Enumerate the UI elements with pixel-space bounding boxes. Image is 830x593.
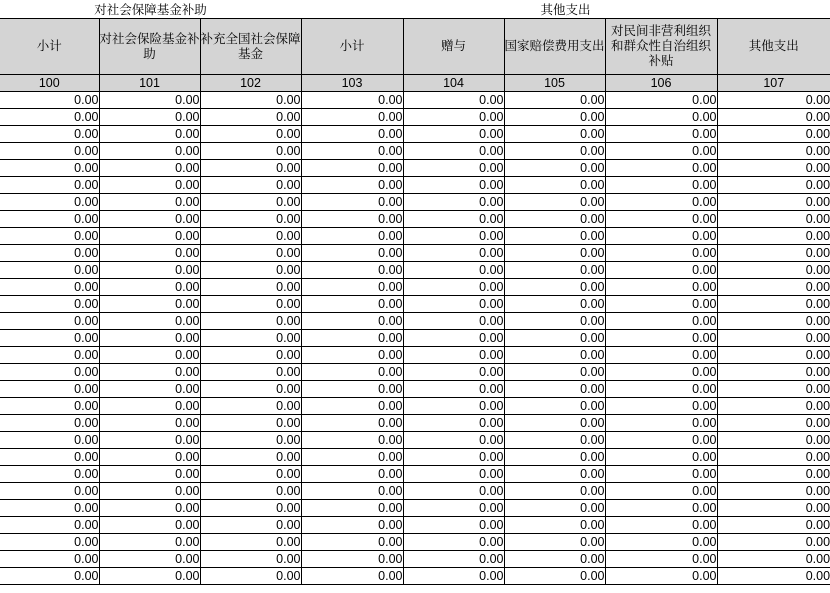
cell-r18-c7[interactable]: 0.00 xyxy=(717,398,830,415)
cell-r18-c2[interactable]: 0.00 xyxy=(200,398,301,415)
cell-r8-c1[interactable]: 0.00 xyxy=(99,228,200,245)
cell-r11-c7[interactable]: 0.00 xyxy=(717,279,830,296)
cell-r21-c6[interactable]: 0.00 xyxy=(605,449,717,466)
cell-r0-c1[interactable]: 0.00 xyxy=(99,92,200,109)
cell-r7-c0[interactable]: 0.00 xyxy=(0,211,99,228)
cell-r25-c6[interactable]: 0.00 xyxy=(605,517,717,534)
cell-r5-c4[interactable]: 0.00 xyxy=(403,177,504,194)
column-code-7: 107 xyxy=(717,75,830,92)
column-title-4: 赠与 xyxy=(403,19,504,75)
cell-r22-c5[interactable]: 0.00 xyxy=(504,466,605,483)
cell-r4-c4[interactable]: 0.00 xyxy=(403,160,504,177)
cell-r27-c0[interactable]: 0.00 xyxy=(0,551,99,568)
cell-r14-c0[interactable]: 0.00 xyxy=(0,330,99,347)
column-title-row xyxy=(0,19,830,75)
group-header-other-expenditure: 其他支出 xyxy=(301,0,830,19)
table-row xyxy=(0,347,830,364)
cell-r2-c3[interactable]: 0.00 xyxy=(301,126,403,143)
table-row xyxy=(0,432,830,449)
cell-r0-c5[interactable]: 0.00 xyxy=(504,92,605,109)
cell-r22-c4[interactable]: 0.00 xyxy=(403,466,504,483)
cell-r23-c0[interactable]: 0.00 xyxy=(0,483,99,500)
cell-r6-c6[interactable]: 0.00 xyxy=(605,194,717,211)
cell-r14-c2[interactable]: 0.00 xyxy=(200,330,301,347)
cell-r27-c1[interactable]: 0.00 xyxy=(99,551,200,568)
cell-r28-c0[interactable]: 0.00 xyxy=(0,568,99,585)
cell-r20-c4[interactable]: 0.00 xyxy=(403,432,504,449)
table-row xyxy=(0,466,830,483)
cell-r14-c4[interactable]: 0.00 xyxy=(403,330,504,347)
cell-r27-c4[interactable]: 0.00 xyxy=(403,551,504,568)
cell-r19-c4[interactable]: 0.00 xyxy=(403,415,504,432)
cell-r25-c0[interactable]: 0.00 xyxy=(0,517,99,534)
cell-r18-c6[interactable]: 0.00 xyxy=(605,398,717,415)
cell-r13-c3[interactable]: 0.00 xyxy=(301,313,403,330)
cell-r17-c7[interactable]: 0.00 xyxy=(717,381,830,398)
cell-r3-c3[interactable]: 0.00 xyxy=(301,143,403,160)
table-row xyxy=(0,449,830,466)
cell-r21-c3[interactable]: 0.00 xyxy=(301,449,403,466)
cell-r19-c0[interactable]: 0.00 xyxy=(0,415,99,432)
cell-r22-c1[interactable]: 0.00 xyxy=(99,466,200,483)
table-row xyxy=(0,415,830,432)
column-code-row xyxy=(0,75,830,92)
column-code-5: 105 xyxy=(504,75,605,92)
cell-r15-c6[interactable]: 0.00 xyxy=(605,347,717,364)
cell-r3-c4[interactable]: 0.00 xyxy=(403,143,504,160)
cell-r1-c0[interactable]: 0.00 xyxy=(0,109,99,126)
cell-r26-c0[interactable]: 0.00 xyxy=(0,534,99,551)
table-row xyxy=(0,483,830,500)
cell-r17-c1[interactable]: 0.00 xyxy=(99,381,200,398)
cell-r17-c0[interactable]: 0.00 xyxy=(0,381,99,398)
column-title-6: 对民间非营利组织和群众性自治组织补贴 xyxy=(605,19,717,75)
cell-r24-c2[interactable]: 0.00 xyxy=(200,500,301,517)
table-row xyxy=(0,517,830,534)
cell-r22-c7[interactable]: 0.00 xyxy=(717,466,830,483)
cell-r24-c3[interactable]: 0.00 xyxy=(301,500,403,517)
cell-r12-c2[interactable]: 0.00 xyxy=(200,296,301,313)
column-title-7: 其他支出 xyxy=(717,19,830,75)
cell-r24-c7[interactable]: 0.00 xyxy=(717,500,830,517)
table-row xyxy=(0,160,830,177)
cell-r17-c3[interactable]: 0.00 xyxy=(301,381,403,398)
cell-r1-c4[interactable]: 0.00 xyxy=(403,109,504,126)
cell-r25-c3[interactable]: 0.00 xyxy=(301,517,403,534)
cell-r3-c5[interactable]: 0.00 xyxy=(504,143,605,160)
table-row xyxy=(0,551,830,568)
cell-r28-c4[interactable]: 0.00 xyxy=(403,568,504,585)
cell-r13-c1[interactable]: 0.00 xyxy=(99,313,200,330)
cell-r23-c5[interactable]: 0.00 xyxy=(504,483,605,500)
cell-r15-c7[interactable]: 0.00 xyxy=(717,347,830,364)
table-row xyxy=(0,245,830,262)
cell-r24-c4[interactable]: 0.00 xyxy=(403,500,504,517)
table-row xyxy=(0,194,830,211)
cell-r3-c2[interactable]: 0.00 xyxy=(200,143,301,160)
cell-r0-c7[interactable]: 0.00 xyxy=(717,92,830,109)
cell-r26-c5[interactable]: 0.00 xyxy=(504,534,605,551)
cell-r2-c4[interactable]: 0.00 xyxy=(403,126,504,143)
cell-r1-c5[interactable]: 0.00 xyxy=(504,109,605,126)
cell-r5-c2[interactable]: 0.00 xyxy=(200,177,301,194)
cell-r12-c1[interactable]: 0.00 xyxy=(99,296,200,313)
cell-r7-c5[interactable]: 0.00 xyxy=(504,211,605,228)
cell-r2-c1[interactable]: 0.00 xyxy=(99,126,200,143)
cell-r10-c0[interactable]: 0.00 xyxy=(0,262,99,279)
cell-r6-c2[interactable]: 0.00 xyxy=(200,194,301,211)
cell-r5-c7[interactable]: 0.00 xyxy=(717,177,830,194)
cell-r23-c3[interactable]: 0.00 xyxy=(301,483,403,500)
cell-r1-c2[interactable]: 0.00 xyxy=(200,109,301,126)
cell-r11-c2[interactable]: 0.00 xyxy=(200,279,301,296)
cell-r2-c7[interactable]: 0.00 xyxy=(717,126,830,143)
cell-r2-c5[interactable]: 0.00 xyxy=(504,126,605,143)
cell-r26-c3[interactable]: 0.00 xyxy=(301,534,403,551)
table-row xyxy=(0,313,830,330)
cell-r17-c2[interactable]: 0.00 xyxy=(200,381,301,398)
cell-r1-c6[interactable]: 0.00 xyxy=(605,109,717,126)
cell-r11-c1[interactable]: 0.00 xyxy=(99,279,200,296)
cell-r6-c0[interactable]: 0.00 xyxy=(0,194,99,211)
cell-r9-c7[interactable]: 0.00 xyxy=(717,245,830,262)
cell-r19-c7[interactable]: 0.00 xyxy=(717,415,830,432)
cell-r9-c4[interactable]: 0.00 xyxy=(403,245,504,262)
table-row xyxy=(0,568,830,585)
cell-r4-c1[interactable]: 0.00 xyxy=(99,160,200,177)
cell-r17-c6[interactable]: 0.00 xyxy=(605,381,717,398)
cell-r20-c6[interactable]: 0.00 xyxy=(605,432,717,449)
table-row xyxy=(0,364,830,381)
cell-r8-c4[interactable]: 0.00 xyxy=(403,228,504,245)
cell-r9-c1[interactable]: 0.00 xyxy=(99,245,200,262)
cell-r16-c6[interactable]: 0.00 xyxy=(605,364,717,381)
cell-r21-c7[interactable]: 0.00 xyxy=(717,449,830,466)
cell-r13-c4[interactable]: 0.00 xyxy=(403,313,504,330)
table-row xyxy=(0,228,830,245)
cell-r19-c1[interactable]: 0.00 xyxy=(99,415,200,432)
sheet-body xyxy=(0,0,830,92)
cell-r8-c5[interactable]: 0.00 xyxy=(504,228,605,245)
cell-r6-c5[interactable]: 0.00 xyxy=(504,194,605,211)
cell-r15-c1[interactable]: 0.00 xyxy=(99,347,200,364)
cell-r22-c0[interactable]: 0.00 xyxy=(0,466,99,483)
cell-r27-c7[interactable]: 0.00 xyxy=(717,551,830,568)
cell-r27-c2[interactable]: 0.00 xyxy=(200,551,301,568)
cell-r7-c1[interactable]: 0.00 xyxy=(99,211,200,228)
cell-r11-c6[interactable]: 0.00 xyxy=(605,279,717,296)
table-row xyxy=(0,126,830,143)
cell-r10-c4[interactable]: 0.00 xyxy=(403,262,504,279)
cell-r15-c5[interactable]: 0.00 xyxy=(504,347,605,364)
cell-r21-c0[interactable]: 0.00 xyxy=(0,449,99,466)
table-row xyxy=(0,330,830,347)
cell-r21-c2[interactable]: 0.00 xyxy=(200,449,301,466)
column-code-2: 102 xyxy=(200,75,301,92)
cell-r28-c6[interactable]: 0.00 xyxy=(605,568,717,585)
cell-r12-c3[interactable]: 0.00 xyxy=(301,296,403,313)
table-row xyxy=(0,381,830,398)
cell-r19-c3[interactable]: 0.00 xyxy=(301,415,403,432)
cell-r21-c4[interactable]: 0.00 xyxy=(403,449,504,466)
cell-r26-c6[interactable]: 0.00 xyxy=(605,534,717,551)
cell-r10-c1[interactable]: 0.00 xyxy=(99,262,200,279)
cell-r9-c6[interactable]: 0.00 xyxy=(605,245,717,262)
cell-r27-c5[interactable]: 0.00 xyxy=(504,551,605,568)
cell-r25-c7[interactable]: 0.00 xyxy=(717,517,830,534)
cell-r1-c1[interactable]: 0.00 xyxy=(99,109,200,126)
cell-r25-c5[interactable]: 0.00 xyxy=(504,517,605,534)
cell-r3-c7[interactable]: 0.00 xyxy=(717,143,830,160)
cell-r22-c3[interactable]: 0.00 xyxy=(301,466,403,483)
column-code-3: 103 xyxy=(301,75,403,92)
cell-r14-c6[interactable]: 0.00 xyxy=(605,330,717,347)
cell-r4-c7[interactable]: 0.00 xyxy=(717,160,830,177)
cell-r20-c7[interactable]: 0.00 xyxy=(717,432,830,449)
column-title-2: 补充全国社会保障基金 xyxy=(200,19,301,75)
cell-r2-c2[interactable]: 0.00 xyxy=(200,126,301,143)
cell-r21-c5[interactable]: 0.00 xyxy=(504,449,605,466)
cell-r27-c3[interactable]: 0.00 xyxy=(301,551,403,568)
cell-r5-c3[interactable]: 0.00 xyxy=(301,177,403,194)
column-title-1: 对社会保险基金补助 xyxy=(99,19,200,75)
cell-r16-c3[interactable]: 0.00 xyxy=(301,364,403,381)
cell-r2-c0[interactable]: 0.00 xyxy=(0,126,99,143)
cell-r8-c2[interactable]: 0.00 xyxy=(200,228,301,245)
cell-r9-c3[interactable]: 0.00 xyxy=(301,245,403,262)
cell-r3-c0[interactable]: 0.00 xyxy=(0,143,99,160)
column-code-4: 104 xyxy=(403,75,504,92)
cell-r14-c1[interactable]: 0.00 xyxy=(99,330,200,347)
cell-r23-c4[interactable]: 0.00 xyxy=(403,483,504,500)
cell-r11-c4[interactable]: 0.00 xyxy=(403,279,504,296)
cell-r5-c1[interactable]: 0.00 xyxy=(99,177,200,194)
cell-r5-c0[interactable]: 0.00 xyxy=(0,177,99,194)
cell-r1-c3[interactable]: 0.00 xyxy=(301,109,403,126)
cell-r23-c7[interactable]: 0.00 xyxy=(717,483,830,500)
cell-r9-c2[interactable]: 0.00 xyxy=(200,245,301,262)
table-row xyxy=(0,500,830,517)
cell-r10-c2[interactable]: 0.00 xyxy=(200,262,301,279)
cell-r4-c6[interactable]: 0.00 xyxy=(605,160,717,177)
cell-r0-c3[interactable]: 0.00 xyxy=(301,92,403,109)
cell-r8-c6[interactable]: 0.00 xyxy=(605,228,717,245)
cell-r14-c3[interactable]: 0.00 xyxy=(301,330,403,347)
cell-r16-c1[interactable]: 0.00 xyxy=(99,364,200,381)
cell-r18-c0[interactable]: 0.00 xyxy=(0,398,99,415)
cell-r28-c1[interactable]: 0.00 xyxy=(99,568,200,585)
cell-r24-c6[interactable]: 0.00 xyxy=(605,500,717,517)
cell-r15-c0[interactable]: 0.00 xyxy=(0,347,99,364)
cell-r21-c1[interactable]: 0.00 xyxy=(99,449,200,466)
column-title-5: 国家赔偿费用支出 xyxy=(504,19,605,75)
cell-r24-c0[interactable]: 0.00 xyxy=(0,500,99,517)
cell-r14-c7[interactable]: 0.00 xyxy=(717,330,830,347)
cell-r7-c6[interactable]: 0.00 xyxy=(605,211,717,228)
cell-r24-c1[interactable]: 0.00 xyxy=(99,500,200,517)
cell-r18-c4[interactable]: 0.00 xyxy=(403,398,504,415)
cell-r9-c0[interactable]: 0.00 xyxy=(0,245,99,262)
cell-r6-c1[interactable]: 0.00 xyxy=(99,194,200,211)
cell-r26-c2[interactable]: 0.00 xyxy=(200,534,301,551)
table-row xyxy=(0,296,830,313)
cell-r25-c4[interactable]: 0.00 xyxy=(403,517,504,534)
table-row xyxy=(0,143,830,160)
table-row xyxy=(0,262,830,279)
cell-r17-c4[interactable]: 0.00 xyxy=(403,381,504,398)
cell-r25-c1[interactable]: 0.00 xyxy=(99,517,200,534)
cell-r7-c4[interactable]: 0.00 xyxy=(403,211,504,228)
cell-r4-c0[interactable]: 0.00 xyxy=(0,160,99,177)
cell-r15-c2[interactable]: 0.00 xyxy=(200,347,301,364)
cell-r18-c5[interactable]: 0.00 xyxy=(504,398,605,415)
cell-r2-c6[interactable]: 0.00 xyxy=(605,126,717,143)
cell-r17-c5[interactable]: 0.00 xyxy=(504,381,605,398)
cell-r12-c4[interactable]: 0.00 xyxy=(403,296,504,313)
cell-r13-c0[interactable]: 0.00 xyxy=(0,313,99,330)
cell-r18-c1[interactable]: 0.00 xyxy=(99,398,200,415)
cell-r9-c5[interactable]: 0.00 xyxy=(504,245,605,262)
cell-r26-c7[interactable]: 0.00 xyxy=(717,534,830,551)
cell-r22-c2[interactable]: 0.00 xyxy=(200,466,301,483)
table-row xyxy=(0,534,830,551)
cell-r10-c7[interactable]: 0.00 xyxy=(717,262,830,279)
cell-r4-c5[interactable]: 0.00 xyxy=(504,160,605,177)
cell-r5-c6[interactable]: 0.00 xyxy=(605,177,717,194)
cell-r28-c7[interactable]: 0.00 xyxy=(717,568,830,585)
cell-r0-c2[interactable]: 0.00 xyxy=(200,92,301,109)
cell-r26-c1[interactable]: 0.00 xyxy=(99,534,200,551)
cell-r20-c5[interactable]: 0.00 xyxy=(504,432,605,449)
column-title-0: 小计 xyxy=(0,19,99,75)
cell-r8-c3[interactable]: 0.00 xyxy=(301,228,403,245)
cell-r22-c6[interactable]: 0.00 xyxy=(605,466,717,483)
cell-r23-c6[interactable]: 0.00 xyxy=(605,483,717,500)
cell-r12-c5[interactable]: 0.00 xyxy=(504,296,605,313)
group-header-social-security-subsidy: 对社会保障基金补助 xyxy=(0,0,301,19)
column-code-6: 106 xyxy=(605,75,717,92)
cell-r0-c4[interactable]: 0.00 xyxy=(403,92,504,109)
cell-r13-c5[interactable]: 0.00 xyxy=(504,313,605,330)
cell-r27-c6[interactable]: 0.00 xyxy=(605,551,717,568)
column-code-0: 100 xyxy=(0,75,99,92)
cell-r15-c3[interactable]: 0.00 xyxy=(301,347,403,364)
cell-r16-c4[interactable]: 0.00 xyxy=(403,364,504,381)
group-header-row xyxy=(0,0,830,19)
cell-r11-c3[interactable]: 0.00 xyxy=(301,279,403,296)
cell-r4-c3[interactable]: 0.00 xyxy=(301,160,403,177)
cell-r20-c2[interactable]: 0.00 xyxy=(200,432,301,449)
table-row xyxy=(0,177,830,194)
cell-r10-c3[interactable]: 0.00 xyxy=(301,262,403,279)
cell-r25-c2[interactable]: 0.00 xyxy=(200,517,301,534)
cell-r11-c5[interactable]: 0.00 xyxy=(504,279,605,296)
cell-r20-c3[interactable]: 0.00 xyxy=(301,432,403,449)
cell-r19-c2[interactable]: 0.00 xyxy=(200,415,301,432)
cell-r13-c7[interactable]: 0.00 xyxy=(717,313,830,330)
table-row xyxy=(0,211,830,228)
cell-r3-c6[interactable]: 0.00 xyxy=(605,143,717,160)
cell-r16-c7[interactable]: 0.00 xyxy=(717,364,830,381)
table-row xyxy=(0,279,830,296)
cell-r19-c5[interactable]: 0.00 xyxy=(504,415,605,432)
cell-r10-c6[interactable]: 0.00 xyxy=(605,262,717,279)
cell-r7-c3[interactable]: 0.00 xyxy=(301,211,403,228)
table-row xyxy=(0,92,830,109)
cell-r23-c2[interactable]: 0.00 xyxy=(200,483,301,500)
cell-r28-c3[interactable]: 0.00 xyxy=(301,568,403,585)
cell-r18-c3[interactable]: 0.00 xyxy=(301,398,403,415)
cell-r11-c0[interactable]: 0.00 xyxy=(0,279,99,296)
cell-r20-c0[interactable]: 0.00 xyxy=(0,432,99,449)
cell-r0-c0[interactable]: 0.00 xyxy=(0,92,99,109)
cell-r16-c2[interactable]: 0.00 xyxy=(200,364,301,381)
cell-r16-c0[interactable]: 0.00 xyxy=(0,364,99,381)
data-rows xyxy=(0,92,830,585)
cell-r24-c5[interactable]: 0.00 xyxy=(504,500,605,517)
cell-r28-c2[interactable]: 0.00 xyxy=(200,568,301,585)
cell-r19-c6[interactable]: 0.00 xyxy=(605,415,717,432)
cell-r28-c5[interactable]: 0.00 xyxy=(504,568,605,585)
cell-r15-c4[interactable]: 0.00 xyxy=(403,347,504,364)
cell-r12-c0[interactable]: 0.00 xyxy=(0,296,99,313)
cell-r8-c7[interactable]: 0.00 xyxy=(717,228,830,245)
cell-r26-c4[interactable]: 0.00 xyxy=(403,534,504,551)
cell-r3-c1[interactable]: 0.00 xyxy=(99,143,200,160)
cell-r23-c1[interactable]: 0.00 xyxy=(99,483,200,500)
cell-r13-c2[interactable]: 0.00 xyxy=(200,313,301,330)
cell-r5-c5[interactable]: 0.00 xyxy=(504,177,605,194)
cell-r0-c6[interactable]: 0.00 xyxy=(605,92,717,109)
cell-r7-c7[interactable]: 0.00 xyxy=(717,211,830,228)
cell-r4-c2[interactable]: 0.00 xyxy=(200,160,301,177)
table-row xyxy=(0,398,830,415)
cell-r8-c0[interactable]: 0.00 xyxy=(0,228,99,245)
cell-r7-c2[interactable]: 0.00 xyxy=(200,211,301,228)
table-row xyxy=(0,109,830,126)
column-code-1: 101 xyxy=(99,75,200,92)
cell-r14-c5[interactable]: 0.00 xyxy=(504,330,605,347)
cell-r13-c6[interactable]: 0.00 xyxy=(605,313,717,330)
cell-r10-c5[interactable]: 0.00 xyxy=(504,262,605,279)
cell-r12-c6[interactable]: 0.00 xyxy=(605,296,717,313)
cell-r16-c5[interactable]: 0.00 xyxy=(504,364,605,381)
cell-r6-c4[interactable]: 0.00 xyxy=(403,194,504,211)
cell-r6-c7[interactable]: 0.00 xyxy=(717,194,830,211)
cell-r20-c1[interactable]: 0.00 xyxy=(99,432,200,449)
cell-r1-c7[interactable]: 0.00 xyxy=(717,109,830,126)
cell-r12-c7[interactable]: 0.00 xyxy=(717,296,830,313)
cell-r6-c3[interactable]: 0.00 xyxy=(301,194,403,211)
column-title-3: 小计 xyxy=(301,19,403,75)
